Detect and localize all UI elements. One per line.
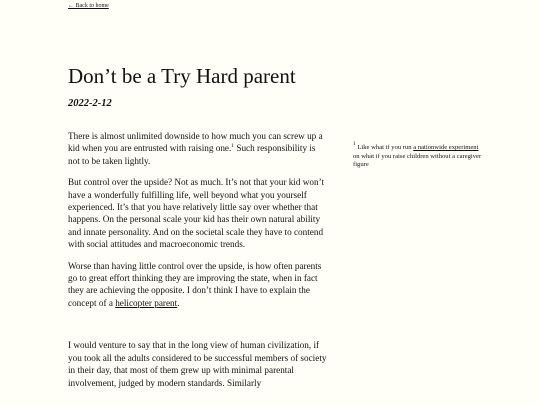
post-date: 2022-2-12: [68, 98, 112, 109]
footnote-ref-1: 1: [231, 143, 235, 150]
paragraph-3: [68, 260, 328, 310]
sidenote-1: [353, 141, 483, 170]
back-to-home-link[interactable]: ← Back to home: [68, 3, 109, 9]
article-body: [68, 130, 328, 398]
paragraph-1: [68, 130, 328, 167]
paragraph-3-text-end: .: [177, 297, 180, 308]
paragraph-1-text: There is almost unlimited downside to how much you can screw up a kid when you are entrusted with raising one.: [68, 131, 323, 154]
sidenote-text: Like what if you run: [355, 144, 414, 151]
paragraph-3-text: Worse than having little control over the upside, is how often parents go to great effort thinking they are improving the state, when in fact they are achieving the opposite. I don’t think I have to explain the concept of a: [68, 260, 322, 308]
helicopter-parent-link[interactable]: helicopter parent: [115, 297, 178, 308]
sidenote-number: 1: [353, 141, 356, 147]
page-title: Don’t be a Try Hard parent: [68, 64, 296, 88]
paragraph-1-text-end: Such responsibility is not to be taken lightly.: [68, 143, 316, 166]
nationwide-experiment-link[interactable]: a nationwide experiment: [413, 144, 479, 151]
paragraph-4: I would venture to say that in the long view of human civilization, if you took all the adults considered to be successful members of society in their day, that most of them grew up with minimal parental involvement, judged by modern standards. Similarly: [68, 340, 327, 388]
sidenote-text-end: on what if you raise children without a caregiver figure: [353, 152, 482, 169]
paragraph-2: But control over the upside? Not as much. It’s not that your kid won’t have a wonderfully fulfilling life, well beyond what you yourself experienced. It’s that you have relatively little say over whether that happens. On the personal scale your kid has their own natural ability and innate personality. And on the societal scale they have to contend with social attitudes and macroeconomic trends.: [68, 177, 325, 250]
